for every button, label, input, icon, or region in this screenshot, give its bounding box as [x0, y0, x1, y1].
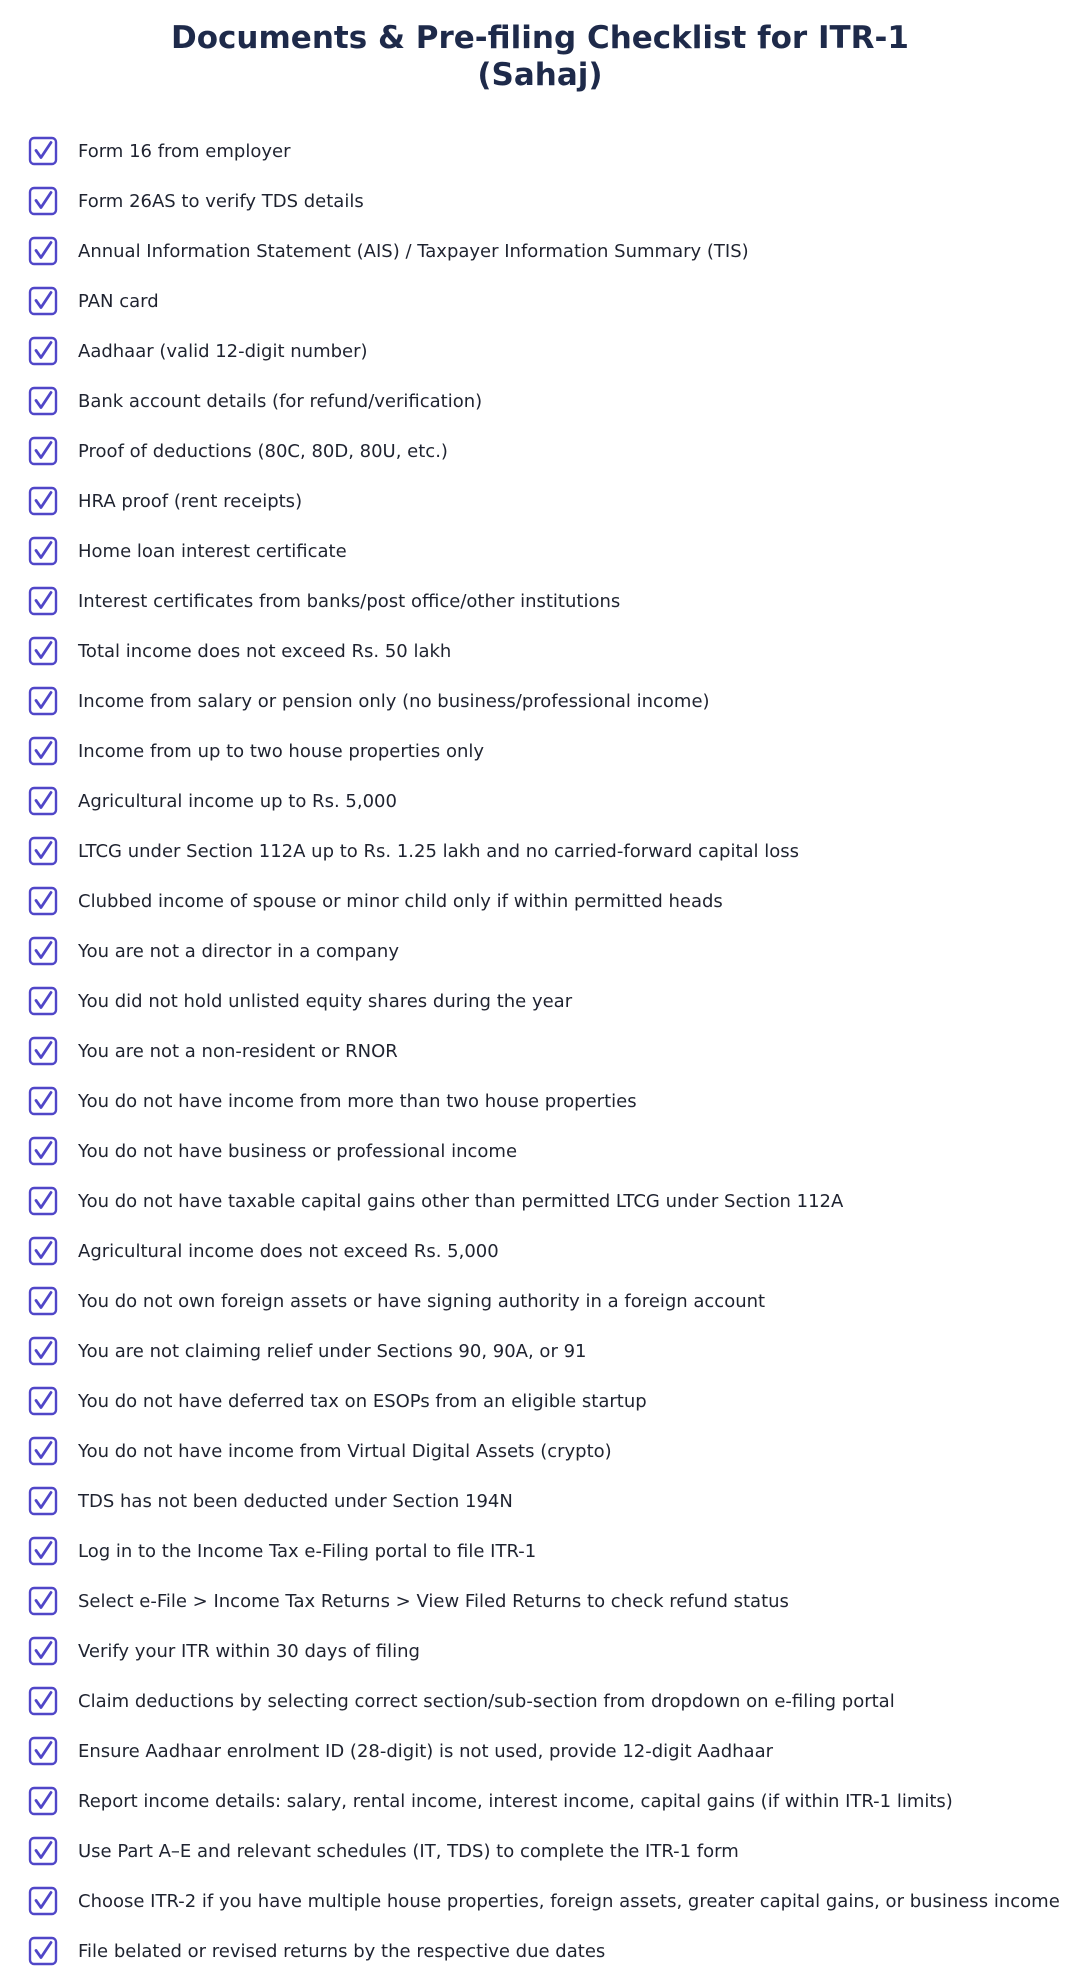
checkbox-checked-icon[interactable] [28, 286, 58, 316]
checkbox-checked-icon[interactable] [28, 1136, 58, 1166]
checklist-item [0, 1726, 1080, 1776]
checklist-item-label: You do not have taxable capital gains other than permitted LTCG under Section 112A [78, 1190, 844, 1212]
checklist-item [0, 1626, 1080, 1676]
checklist-item [0, 526, 1080, 576]
checkbox-checked-icon[interactable] [28, 936, 58, 966]
checklist-item-label: File belated or revised returns by the respective due dates [78, 1940, 606, 1962]
checklist-item [0, 176, 1080, 226]
checklist-item-label: Annual Information Statement (AIS) / Taxpayer Information Summary (TIS) [78, 240, 749, 262]
checklist-item [0, 1576, 1080, 1626]
checklist-item [0, 1326, 1080, 1376]
checkbox-checked-icon[interactable] [28, 586, 58, 616]
checklist-item [0, 1376, 1080, 1426]
checkbox-checked-icon[interactable] [28, 736, 58, 766]
checklist-item [0, 776, 1080, 826]
checklist-item-label: Form 26AS to verify TDS details [78, 190, 364, 212]
checklist-item [0, 926, 1080, 976]
checkbox-checked-icon[interactable] [28, 836, 58, 866]
checklist-item-label: Bank account details (for refund/verification) [78, 390, 483, 412]
checklist-item [0, 1926, 1080, 1976]
checklist-item-label: You do not have income from Virtual Digital Assets (crypto) [78, 1440, 612, 1462]
checklist-item [0, 126, 1080, 176]
checkbox-checked-icon[interactable] [28, 436, 58, 466]
checkbox-checked-icon[interactable] [28, 1386, 58, 1416]
page-title-line-1: Documents & Pre-filing Checklist for ITR-1 [171, 20, 909, 56]
checklist-item-label: Aadhaar (valid 12-digit number) [78, 340, 368, 362]
checklist-item-label: You are not claiming relief under Sections 90, 90A, or 91 [78, 1340, 587, 1362]
checklist-item-label: You do not have income from more than two house properties [78, 1090, 637, 1112]
checklist-item-label: You did not hold unlisted equity shares during the year [78, 990, 573, 1012]
checklist-item-label: Form 16 from employer [78, 140, 291, 162]
page-title [0, 0, 1080, 94]
checklist-item-label: Log in to the Income Tax e-Filing portal to file ITR-1 [78, 1540, 537, 1562]
checkbox-checked-icon[interactable] [28, 1736, 58, 1766]
checklist-item [0, 876, 1080, 926]
checkbox-checked-icon[interactable] [28, 236, 58, 266]
checkbox-checked-icon[interactable] [28, 186, 58, 216]
checklist-item-label: You do not own foreign assets or have signing authority in a foreign account [78, 1290, 766, 1312]
checkbox-checked-icon[interactable] [28, 1886, 58, 1916]
checklist [0, 126, 1080, 1976]
checkbox-checked-icon[interactable] [28, 1786, 58, 1816]
checklist-item-label: Select e-File > Income Tax Returns > View Filed Returns to check refund status [78, 1590, 789, 1612]
checkbox-checked-icon[interactable] [28, 1636, 58, 1666]
checklist-item-label: Interest certificates from banks/post office/other institutions [78, 590, 621, 612]
checklist-item-label: Proof of deductions (80C, 80D, 80U, etc.) [78, 440, 448, 462]
checkbox-checked-icon[interactable] [28, 786, 58, 816]
checklist-item-label: Clubbed income of spouse or minor child only if within permitted heads [78, 890, 723, 912]
checklist-item [0, 426, 1080, 476]
checkbox-checked-icon[interactable] [28, 1536, 58, 1566]
checklist-item [0, 376, 1080, 426]
checklist-item [0, 1876, 1080, 1926]
checklist-item [0, 1526, 1080, 1576]
checklist-item-label: You do not have business or professional income [78, 1140, 518, 1162]
checklist-item [0, 676, 1080, 726]
checklist-item-label: Agricultural income does not exceed Rs. 5,000 [78, 1240, 499, 1262]
checklist-item-label: Income from up to two house properties only [78, 740, 485, 762]
checklist-item [0, 1826, 1080, 1876]
checkbox-checked-icon[interactable] [28, 486, 58, 516]
checklist-item [0, 1776, 1080, 1826]
checkbox-checked-icon[interactable] [28, 1336, 58, 1366]
checklist-item-label: Choose ITR-2 if you have multiple house properties, foreign assets, greater capital gains, or business income [78, 1890, 1060, 1912]
checkbox-checked-icon[interactable] [28, 536, 58, 566]
checklist-item [0, 1276, 1080, 1326]
checkbox-checked-icon[interactable] [28, 1486, 58, 1516]
checkbox-checked-icon[interactable] [28, 1836, 58, 1866]
checklist-item [0, 976, 1080, 1026]
checklist-item-label: You are not a non-resident or RNOR [78, 1040, 398, 1062]
checklist-item [0, 826, 1080, 876]
checklist-item [0, 626, 1080, 676]
checklist-item-label: Claim deductions by selecting correct section/sub-section from dropdown on e-filing portal [78, 1690, 895, 1712]
checklist-item [0, 1026, 1080, 1076]
checklist-item [0, 726, 1080, 776]
checkbox-checked-icon[interactable] [28, 686, 58, 716]
checkbox-checked-icon[interactable] [28, 136, 58, 166]
checkbox-checked-icon[interactable] [28, 1436, 58, 1466]
checkbox-checked-icon[interactable] [28, 636, 58, 666]
checklist-item-label: Home loan interest certificate [78, 540, 347, 562]
checkbox-checked-icon[interactable] [28, 886, 58, 916]
checklist-item-label: Use Part A–E and relevant schedules (IT, TDS) to complete the ITR-1 form [78, 1840, 739, 1862]
checklist-item [0, 1676, 1080, 1726]
checklist-item [0, 1176, 1080, 1226]
checkbox-checked-icon[interactable] [28, 1286, 58, 1316]
checklist-item-label: Ensure Aadhaar enrolment ID (28-digit) is not used, provide 12-digit Aadhaar [78, 1740, 774, 1762]
checklist-item [0, 326, 1080, 376]
checkbox-checked-icon[interactable] [28, 336, 58, 366]
checkbox-checked-icon[interactable] [28, 1036, 58, 1066]
checkbox-checked-icon[interactable] [28, 1586, 58, 1616]
checklist-item-label: Income from salary or pension only (no business/professional income) [78, 690, 710, 712]
checklist-item-label: PAN card [78, 290, 159, 312]
checklist-item-label: HRA proof (rent receipts) [78, 490, 303, 512]
checklist-item [0, 1226, 1080, 1276]
checklist-item-label: LTCG under Section 112A up to Rs. 1.25 lakh and no carried-forward capital loss [78, 840, 800, 862]
checkbox-checked-icon[interactable] [28, 1186, 58, 1216]
checklist-item [0, 576, 1080, 626]
checklist-item [0, 1476, 1080, 1526]
checkbox-checked-icon[interactable] [28, 386, 58, 416]
checklist-item [0, 276, 1080, 326]
checkbox-checked-icon[interactable] [28, 1686, 58, 1716]
checklist-item-label: You are not a director in a company [78, 940, 399, 962]
checklist-item-label: Agricultural income up to Rs. 5,000 [78, 790, 397, 812]
checklist-item-label: Report income details: salary, rental income, interest income, capital gains (if within ITR-1 limits) [78, 1790, 953, 1812]
checkbox-checked-icon[interactable] [28, 986, 58, 1016]
checklist-item [0, 1076, 1080, 1126]
checklist-item [0, 226, 1080, 276]
checklist-item [0, 1126, 1080, 1176]
checklist-item [0, 476, 1080, 526]
checkbox-checked-icon[interactable] [28, 1086, 58, 1116]
checklist-item [0, 1426, 1080, 1476]
page-title-line-2: (Sahaj) [477, 57, 603, 93]
checklist-item-label: Verify your ITR within 30 days of filing [78, 1640, 420, 1662]
checkbox-checked-icon[interactable] [28, 1936, 58, 1966]
checklist-item-label: Total income does not exceed Rs. 50 lakh [78, 640, 452, 662]
checklist-item-label: You do not have deferred tax on ESOPs from an eligible startup [78, 1390, 647, 1412]
checklist-item-label: TDS has not been deducted under Section 194N [78, 1490, 513, 1512]
checkbox-checked-icon[interactable] [28, 1236, 58, 1266]
